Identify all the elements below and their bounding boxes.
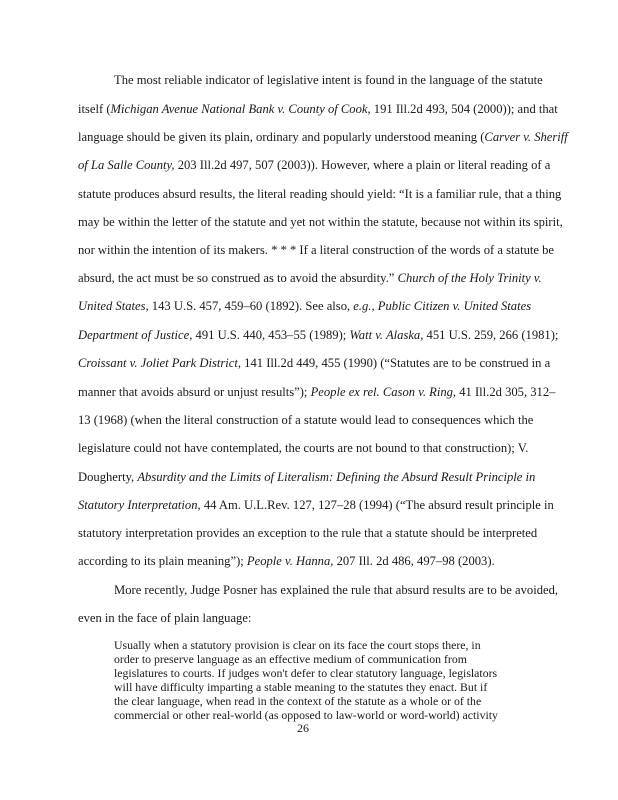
text-segment: More recently, Judge Posner has explained the rule that absurd results are to be avoided, <box>114 583 559 597</box>
citation-italic: e.g., Public Citizen v. United States <box>353 299 532 313</box>
text-line <box>78 553 495 569</box>
quote-line: commercial or other real-world (as opposed to law-world or word-world) activity <box>114 707 498 722</box>
text-segment: manner that avoids absurd or unjust results”); <box>78 385 311 399</box>
citation-italic: Church of the Holy Trinity v. <box>397 271 542 285</box>
text-line <box>78 355 550 371</box>
text-segment: absurd, the act must be so construed as to avoid the absurdity.” <box>78 271 398 285</box>
text-segment: 491 U.S. 440, 453–55 (1989); <box>192 328 350 342</box>
text-segment: 451 U.S. 259, 266 (1981); <box>423 328 559 342</box>
text-segment: statute produces absurd results, the literal reading should yield: “It is a familiar rule, that a thing <box>78 187 562 201</box>
text-segment: legislature could not have contemplated, the courts are not bound to that construction); V. <box>78 441 529 455</box>
citation-italic: Michigan Avenue National Bank v. County of Cook, <box>110 102 371 116</box>
quote-line: order to preserve language as an effective medium of communication from <box>114 651 467 666</box>
text-line <box>78 270 542 286</box>
citation-italic: People ex rel. Cason v. Ring, <box>310 385 457 399</box>
text-segment: language should be given its plain, ordinary and popularly understood meaning ( <box>78 130 485 144</box>
text-segment: Dougherty, <box>78 470 138 484</box>
quote-line: will have difficulty imparting a stable meaning to the statutes they enact. But if <box>114 679 488 694</box>
text-line <box>78 610 251 626</box>
text-segment: 207 Ill. 2d 486, 497–98 (2003). <box>333 554 495 568</box>
text-line <box>78 214 563 230</box>
text-line <box>78 327 558 343</box>
text-segment: 203 Ill.2d 497, 507 (2003)). However, where a plain or literal reading of a <box>174 158 551 172</box>
text-segment: even in the face of plain language: <box>78 611 252 625</box>
citation-italic: Department of Justice, <box>78 328 193 342</box>
text-line <box>78 384 555 400</box>
quote-line: Usually when a statutory provision is clear on its face the court stops there, in <box>114 638 481 652</box>
text-line <box>78 412 533 428</box>
quote-line: the clear language, when read in the context of the statute as a whole or of the <box>114 693 482 708</box>
page-number: 26 <box>297 721 309 735</box>
text-segment: 191 Ill.2d 493, 504 (2000)); and that <box>370 102 558 116</box>
text-segment: may be within the letter of the statute and yet not within the statute, because not within its spirit, <box>78 215 563 229</box>
text-line <box>78 298 531 314</box>
quote-line: legislatures to courts. If judges won't defer to clear statutory language, legislators <box>114 665 498 680</box>
text-segment: 13 (1968) (when the literal construction of a statute would lead to consequences which the <box>78 413 534 427</box>
text-line <box>78 440 528 456</box>
citation-italic: People v. Hanna, <box>246 554 334 568</box>
text-segment: statutory interpretation provides an exception to the rule that a statute should be interpreted <box>78 526 538 540</box>
text-line <box>78 497 554 513</box>
citation-italic: Watt v. Alaska, <box>349 328 424 342</box>
text-line <box>78 101 558 117</box>
text-line <box>78 129 568 145</box>
text-line <box>78 186 561 202</box>
text-segment: 44 Am. U.L.Rev. 127, 127–28 (1994) (“The absurd result principle in <box>200 498 554 512</box>
text-segment: 141 Ill.2d 449, 455 (1990) (“Statutes are to be construed in a <box>241 356 551 370</box>
citation-italic: of La Salle County, <box>78 158 175 172</box>
text-segment: The most reliable indicator of legislative intent is found in the language of the statute <box>114 73 543 87</box>
citation-italic: Statutory Interpretation, <box>78 498 201 512</box>
text-segment: according to its plain meaning”); <box>78 554 247 568</box>
text-line <box>78 469 535 485</box>
text-segment: itself ( <box>78 102 111 116</box>
text-line <box>114 582 558 598</box>
text-segment: 143 U.S. 457, 459–60 (1892). See also, <box>148 299 354 313</box>
citation-italic: Absurdity and the Limits of Literalism: Defining the Absurd Result Principle in <box>137 470 536 484</box>
text-line <box>78 242 554 258</box>
text-line <box>78 157 550 173</box>
citation-italic: Carver v. Sheriff <box>484 130 568 144</box>
text-segment: 41 Ill.2d 305, 312– <box>456 385 556 399</box>
text-line <box>78 525 537 541</box>
text-segment: nor within the intention of its makers. * * * If a literal construction of the words of a statute be <box>78 243 554 257</box>
citation-italic: United States, <box>78 299 149 313</box>
citation-italic: Croissant v. Joliet Park District, <box>78 356 242 370</box>
text-line <box>114 72 543 88</box>
